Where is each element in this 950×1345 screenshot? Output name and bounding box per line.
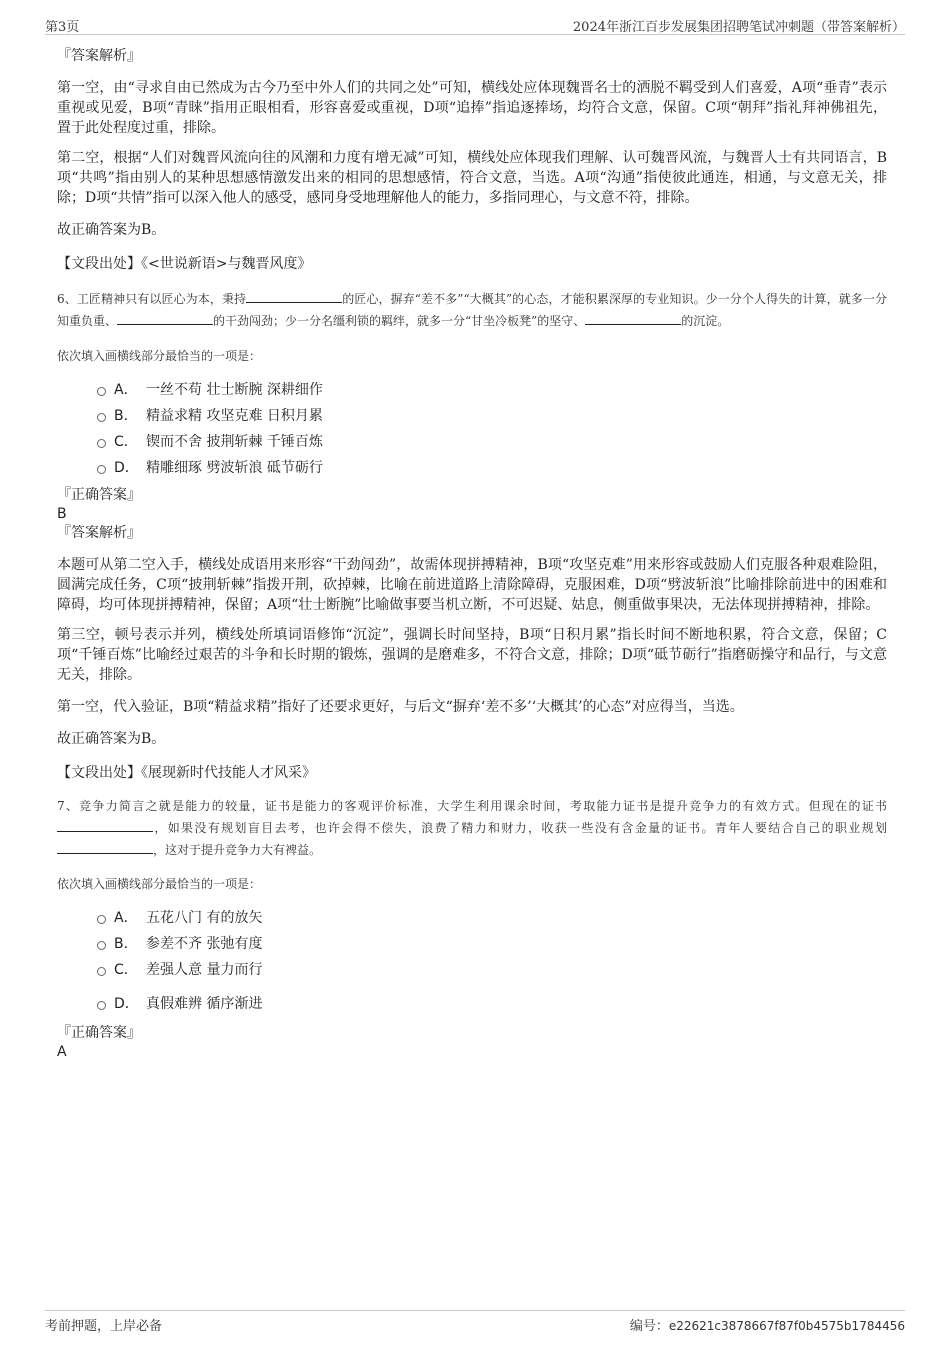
- option-letter: C．: [114, 434, 138, 450]
- option-text: 精雕细琢 劈波斩浪 砥节砺行: [146, 460, 323, 476]
- q6-analysis-para-1: 本题可从第二空入手，横线处成语用来形容“干劲闯劲”，故需体现拼搏精神，B项“攻坚克难”用来形容或鼓励人们克服各种艰难险阻，圆满完成任务，C项“披荆斩棘”指拨开荆，砍掉棘，比喻在前进道路上清除障碍，克服困难，D项“劈波斩浪”比喻排除前进中的困难和障碍，均可体现拼搏精神，保留；A项“壮士断腕”比喻做事要当机立断，不可迟疑、姑息，侧重做事果决，无法体现拼搏精神，排除。: [57, 557, 887, 613]
- q6-instruction: 依次填入画横线部分最恰当的一项是：: [57, 349, 262, 363]
- option-letter: A．: [114, 382, 138, 398]
- q6-analysis-para-2: 第三空，顿号表示并列，横线处所填词语修饰“沉淀”，强调长时间坚持，B项“日积月累”指长时间不断地积累，符合文意，保留；C项“千锤百炼”比喻经过艰苦的斗争和长时期的锻炼，强调的是磨难多，不符合文意，排除；D项“砥节砺行”指磨砺操守和品行，与文意无关，排除。: [57, 627, 887, 683]
- q6-analysis-label: 『答案解析』: [57, 525, 141, 541]
- page-content: [57, 46, 887, 1061]
- option-text: 差强人意 量力而行: [146, 962, 263, 978]
- q6-blank-1: [246, 290, 342, 303]
- q6-correct-label: 『正确答案』: [57, 487, 141, 503]
- q7-text-part-2: ，如果没有规划盲目去考，也许会得不偿失，浪费了精力和财力，收获一些没有含金量的证书。青年人要结合自己的职业规划: [153, 821, 887, 835]
- q7-option-a[interactable]: [97, 905, 887, 931]
- option-letter: B．: [114, 408, 138, 424]
- option-letter: C．: [114, 962, 138, 978]
- q6-option-b[interactable]: [97, 403, 887, 429]
- q6-text-part-2: 的匠心，摒弃“差不多”“大概其”的心态，才能积累深厚的专业知识。少一分个人得失的计算，就多一分知重负重、: [57, 292, 887, 328]
- radio-icon[interactable]: [97, 915, 106, 924]
- option-text: 五花八门 有的放矢: [146, 910, 263, 926]
- page-footer: [45, 1310, 905, 1335]
- option-text: 一丝不苟 壮士断腕 深耕细作: [146, 382, 323, 398]
- q7-text-part-1: 7、竞争力简言之就是能力的较量，证书是能力的客观评价标准，大学生利用课余时间，考取能力证书是提升竞争力的有效方式。但现在的证书: [57, 799, 887, 813]
- q7-correct-label: 『正确答案』: [57, 1025, 141, 1041]
- q7-blank-2: [57, 841, 153, 854]
- q6-option-a[interactable]: [97, 377, 887, 403]
- radio-icon[interactable]: [97, 941, 106, 950]
- code-value: e22621c3878667f87f0b4575b1784456: [668, 1319, 905, 1333]
- q6-conclusion: 故正确答案为B。: [57, 731, 166, 747]
- q6-blank-2: [117, 312, 213, 325]
- radio-icon[interactable]: [97, 1001, 106, 1010]
- radio-icon[interactable]: [97, 967, 106, 976]
- document-code: [630, 1315, 905, 1334]
- q6-blank-3: [585, 312, 681, 325]
- q6-correct-answer: B: [57, 506, 67, 522]
- option-text: 锲而不舍 披荆斩棘 千锤百炼: [146, 434, 323, 450]
- q6-text-part-3: 的干劲闯劲；少一分名缰利锁的羁绊，就多一分“甘坐冷板凳”的坚守、: [213, 314, 586, 328]
- q7-option-d[interactable]: [97, 991, 887, 1017]
- q7-option-c[interactable]: [97, 957, 887, 983]
- q7-question-text: [57, 795, 887, 861]
- q6-analysis-para-3: 第一空，代入验证，B项“精益求精”指好了还要求更好，与后文“摒弃‘差不多’‘大概其’的心态”对应得当，当选。: [57, 699, 744, 715]
- page-number: 第3页: [45, 20, 80, 35]
- document-title: 2024年浙江百步发展集团招聘笔试冲刺题（带答案解析）: [572, 20, 905, 35]
- q5-analysis-para-1: 第一空，由“寻求自由已然成为古今乃至中外人们的共同之处”可知，横线处应体现魏晋名士的洒脱不羁受到人们喜爱，A项“垂青”表示重视或见爱，B项“青睐”指用正眼相看，形容喜爱或重视，D项“追捧”指追逐捧场，均符合文意，保留。C项“朝拜”指礼拜神佛祖先，置于此处程度过重，排除。: [57, 80, 887, 136]
- q6-question-text: [57, 288, 887, 332]
- code-label: 编号：: [629, 1319, 669, 1334]
- option-letter: B．: [114, 936, 138, 952]
- q6-text-part-1: 6、工匠精神只有以匠心为本，秉持: [57, 292, 247, 306]
- q5-analysis-label: 『答案解析』: [57, 48, 141, 64]
- q7-correct-answer: A: [57, 1044, 67, 1060]
- q7-option-b[interactable]: [97, 931, 887, 957]
- q5-analysis-para-2: 第二空，根据“人们对魏晋风流向往的风潮和力度有增无减”可知，横线处应体现我们理解、认可魏晋风流，与魏晋人士有共同语言，B项“共鸣”指由别人的某种思想感情激发出来的相同的思想感情，符合文意，当选。A项“沟通”指使彼此通连，相通，与文意无关，排除；D项“共情”指可以深入他人的感受，感同身受地理解他人的能力，多指同理心，与文意不符，排除。: [57, 150, 887, 206]
- option-letter: D．: [114, 460, 139, 476]
- q6-source: 【文段出处】《展现新时代技能人才风采》: [57, 765, 316, 781]
- option-letter: D．: [114, 996, 139, 1012]
- option-text: 精益求精 攻坚克难 日积月累: [146, 408, 323, 424]
- q6-text-part-4: 的沉淀。: [681, 314, 730, 328]
- option-text: 真假难辨 循序渐进: [146, 996, 263, 1012]
- page-header: [45, 14, 905, 35]
- q6-option-c[interactable]: [97, 429, 887, 455]
- q7-options: [97, 905, 887, 1017]
- radio-icon[interactable]: [97, 465, 106, 474]
- q7-instruction: 依次填入画横线部分最恰当的一项是：: [57, 877, 262, 891]
- radio-icon[interactable]: [97, 387, 106, 396]
- q5-conclusion: 故正确答案为B。: [57, 222, 166, 238]
- q6-options: [97, 377, 887, 481]
- radio-icon[interactable]: [97, 413, 106, 422]
- q6-option-d[interactable]: [97, 455, 887, 481]
- option-letter: A．: [114, 910, 138, 926]
- option-text: 参差不齐 张弛有度: [146, 936, 263, 952]
- radio-icon[interactable]: [97, 439, 106, 448]
- footer-slogan: 考前押题，上岸必备: [45, 1319, 163, 1334]
- q5-source: 【文段出处】《<世说新语>与魏晋风度》: [57, 256, 312, 272]
- q7-text-part-3: ，这对于提升竞争力大有裨益。: [153, 843, 322, 857]
- q7-blank-1: [57, 819, 153, 832]
